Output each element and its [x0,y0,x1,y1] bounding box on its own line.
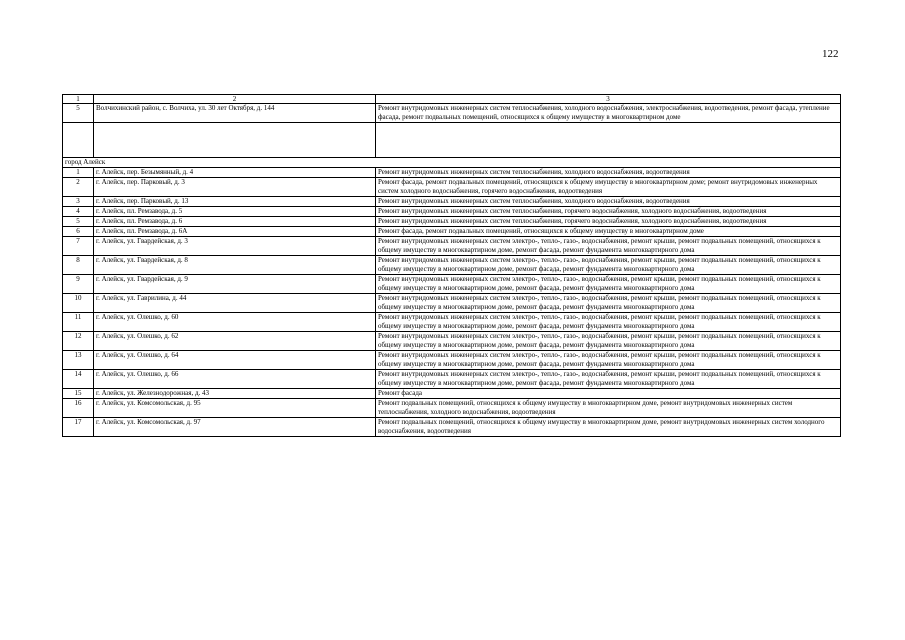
table-row [63,418,841,437]
table-row [63,370,841,389]
blank-row [63,123,841,158]
table-row [63,104,841,123]
row-work: Ремонт внутридомовых инженерных систем теплоснабжения, холодного водоснабжения, водоотведения [376,197,841,207]
row-address: г. Алейск, пер. Безымянный, д. 4 [94,168,376,178]
row-address: г. Алейск, ул. Комсомольская, д. 97 [94,418,376,437]
repair-table [62,94,841,437]
table-row [63,256,841,275]
row-address: г. Алейск, ул. Олешко, д. 64 [94,351,376,370]
row-number: 7 [63,237,94,256]
table-row [63,207,841,217]
header-row [63,95,841,104]
row-work: Ремонт внутридомовых инженерных систем электро-, тепло-, газо-, водоснабжения, ремонт крыши, ремонт подвальных помещений, относящихся к общему имуществу в многоквартирном доме, ремонт фасада, ремонт фундамента многоквартирного дома [376,332,841,351]
row-number: 1 [63,168,94,178]
row-address: г. Алейск, пл. Ремзавода, д. 6 [94,217,376,227]
blank-cell [376,123,841,158]
row-number: 3 [63,197,94,207]
table-row [63,389,841,399]
row-work: Ремонт фасада, ремонт подвальных помещений, относящихся к общему имуществу в многоквартирном доме [376,227,841,237]
row-address: г. Алейск, ул. Железнодорожная, д. 43 [94,389,376,399]
row-work: Ремонт внутридомовых инженерных систем электро-, тепло-, газо-, водоснабжения, ремонт крыши, ремонт подвальных помещений, относящихся к общему имуществу в многоквартирном доме, ремонт фасада, ремонт фундамента многоквартирного дома [376,313,841,332]
page-number: 122 [822,48,839,60]
row-number: 17 [63,418,94,437]
blank-cell [63,123,94,158]
row-address: г. Алейск, ул. Гвардейская, д. 3 [94,237,376,256]
row-number: 16 [63,399,94,418]
table-row [63,294,841,313]
row-address: г. Алейск, ул. Олешко, д. 60 [94,313,376,332]
table-row [63,227,841,237]
row-number: 4 [63,207,94,217]
row-address: г. Алейск, пер. Парковый, д. 13 [94,197,376,207]
header-cell-2: 2 [94,95,376,104]
row-work: Ремонт внутридомовых инженерных систем электро-, тепло-, газо-, водоснабжения, ремонт крыши, ремонт подвальных помещений, относящихся к общему имуществу в многоквартирном доме, ремонт фасада, ремонт фундамента многоквартирного дома [376,256,841,275]
table-row [63,351,841,370]
row-address: г. Алейск, ул. Олешко, д. 62 [94,332,376,351]
row-number: 11 [63,313,94,332]
row-number: 5 [63,104,94,123]
row-address: г. Алейск, ул. Гвардейская, д. 9 [94,275,376,294]
header-cell-3: 3 [376,95,841,104]
row-work: Ремонт фасада [376,389,841,399]
row-number: 10 [63,294,94,313]
table-row [63,237,841,256]
row-address: г. Алейск, пл. Ремзавода, д. 6А [94,227,376,237]
table-row [63,168,841,178]
table-row [63,197,841,207]
row-number: 5 [63,217,94,227]
header-cell-1: 1 [63,95,94,104]
row-number: 12 [63,332,94,351]
row-work: Ремонт внутридомовых инженерных систем теплоснабжения, холодного водоснабжения, электроснабжения, водоотведения, ремонт фасада, утепление фасада, ремонт подвальных помещений, относящихся к общему имуществу в многоквартирном доме [376,104,841,123]
row-number: 9 [63,275,94,294]
row-work: Ремонт внутридомовых инженерных систем электро-, тепло-, газо-, водоснабжения, ремонт крыши, ремонт подвальных помещений, относящихся к общему имуществу в многоквартирном доме, ремонт фасада, ремонт фундамента многоквартирного дома [376,275,841,294]
row-number: 8 [63,256,94,275]
row-number: 2 [63,178,94,197]
table-row [63,275,841,294]
row-work: Ремонт подвальных помещений, относящихся к общему имуществу в многоквартирном доме, ремонт внутридомовых инженерных систем холодного водоснабжения, водоотведения [376,418,841,437]
row-work: Ремонт внутридомовых инженерных систем электро-, тепло-, газо-, водоснабжения, ремонт крыши, ремонт подвальных помещений, относящихся к общему имуществу в многоквартирном доме, ремонт фасада, ремонт фундамента многоквартирного дома [376,370,841,389]
table-row [63,399,841,418]
row-number: 13 [63,351,94,370]
row-address: г. Алейск, ул. Олешко, д. 66 [94,370,376,389]
blank-cell [94,123,376,158]
row-work: Ремонт внутридомовых инженерных систем электро-, тепло-, газо-, водоснабжения, ремонт крыши, ремонт подвальных помещений, относящихся к общему имуществу в многоквартирном доме, ремонт фасада, ремонт фундамента многоквартирного дома [376,351,841,370]
row-number: 6 [63,227,94,237]
row-address: г. Алейск, ул. Комсомольская, д. 95 [94,399,376,418]
table-row [63,217,841,227]
row-number: 15 [63,389,94,399]
section-title: город Алейск [63,158,841,168]
row-work: Ремонт подвальных помещений, относящихся к общему имуществу в многоквартирном доме, ремонт внутридомовых инженерных систем теплоснабжения, холодного водоснабжения, водоотведения [376,399,841,418]
row-work: Ремонт фасада, ремонт подвальных помещений, относящихся к общему имуществу в многоквартирном доме; ремонт внутридомовых инженерных систем холодного водоснабжения, горячего водоснабжения, водоотведения [376,178,841,197]
row-work: Ремонт внутридомовых инженерных систем электро-, тепло-, газо-, водоснабжения, ремонт крыши, ремонт подвальных помещений, относящихся к общему имуществу в многоквартирном доме, ремонт фасада, ремонт фундамента многоквартирного дома [376,237,841,256]
row-address: г. Алейск, пер. Парковый, д. 3 [94,178,376,197]
row-number: 14 [63,370,94,389]
row-address: г. Алейск, пл. Ремзавода, д. 5 [94,207,376,217]
row-work: Ремонт внутридомовых инженерных систем электро-, тепло-, газо-, водоснабжения, ремонт крыши, ремонт подвальных помещений, относящихся к общему имуществу в многоквартирном доме, ремонт фасада, ремонт фундамента многоквартирного дома [376,294,841,313]
row-work: Ремонт внутридомовых инженерных систем теплоснабжения, горячего водоснабжения, холодного водоснабжения, водоотведения [376,207,841,217]
row-address: Волчихинский район, с. Волчиха, ул. 30 лет Октября, д. 144 [94,104,376,123]
row-work: Ремонт внутридомовых инженерных систем теплоснабжения, холодного водоснабжения, водоотведения [376,168,841,178]
row-address: г. Алейск, ул. Гаврилина, д. 44 [94,294,376,313]
section-row [63,158,841,168]
table-row [63,313,841,332]
table-body [63,95,841,437]
row-address: г. Алейск, ул. Гвардейская, д. 8 [94,256,376,275]
table-row [63,332,841,351]
row-work: Ремонт внутридомовых инженерных систем теплоснабжения, горячего водоснабжения, холодного водоснабжения, водоотведения [376,217,841,227]
table-row [63,178,841,197]
